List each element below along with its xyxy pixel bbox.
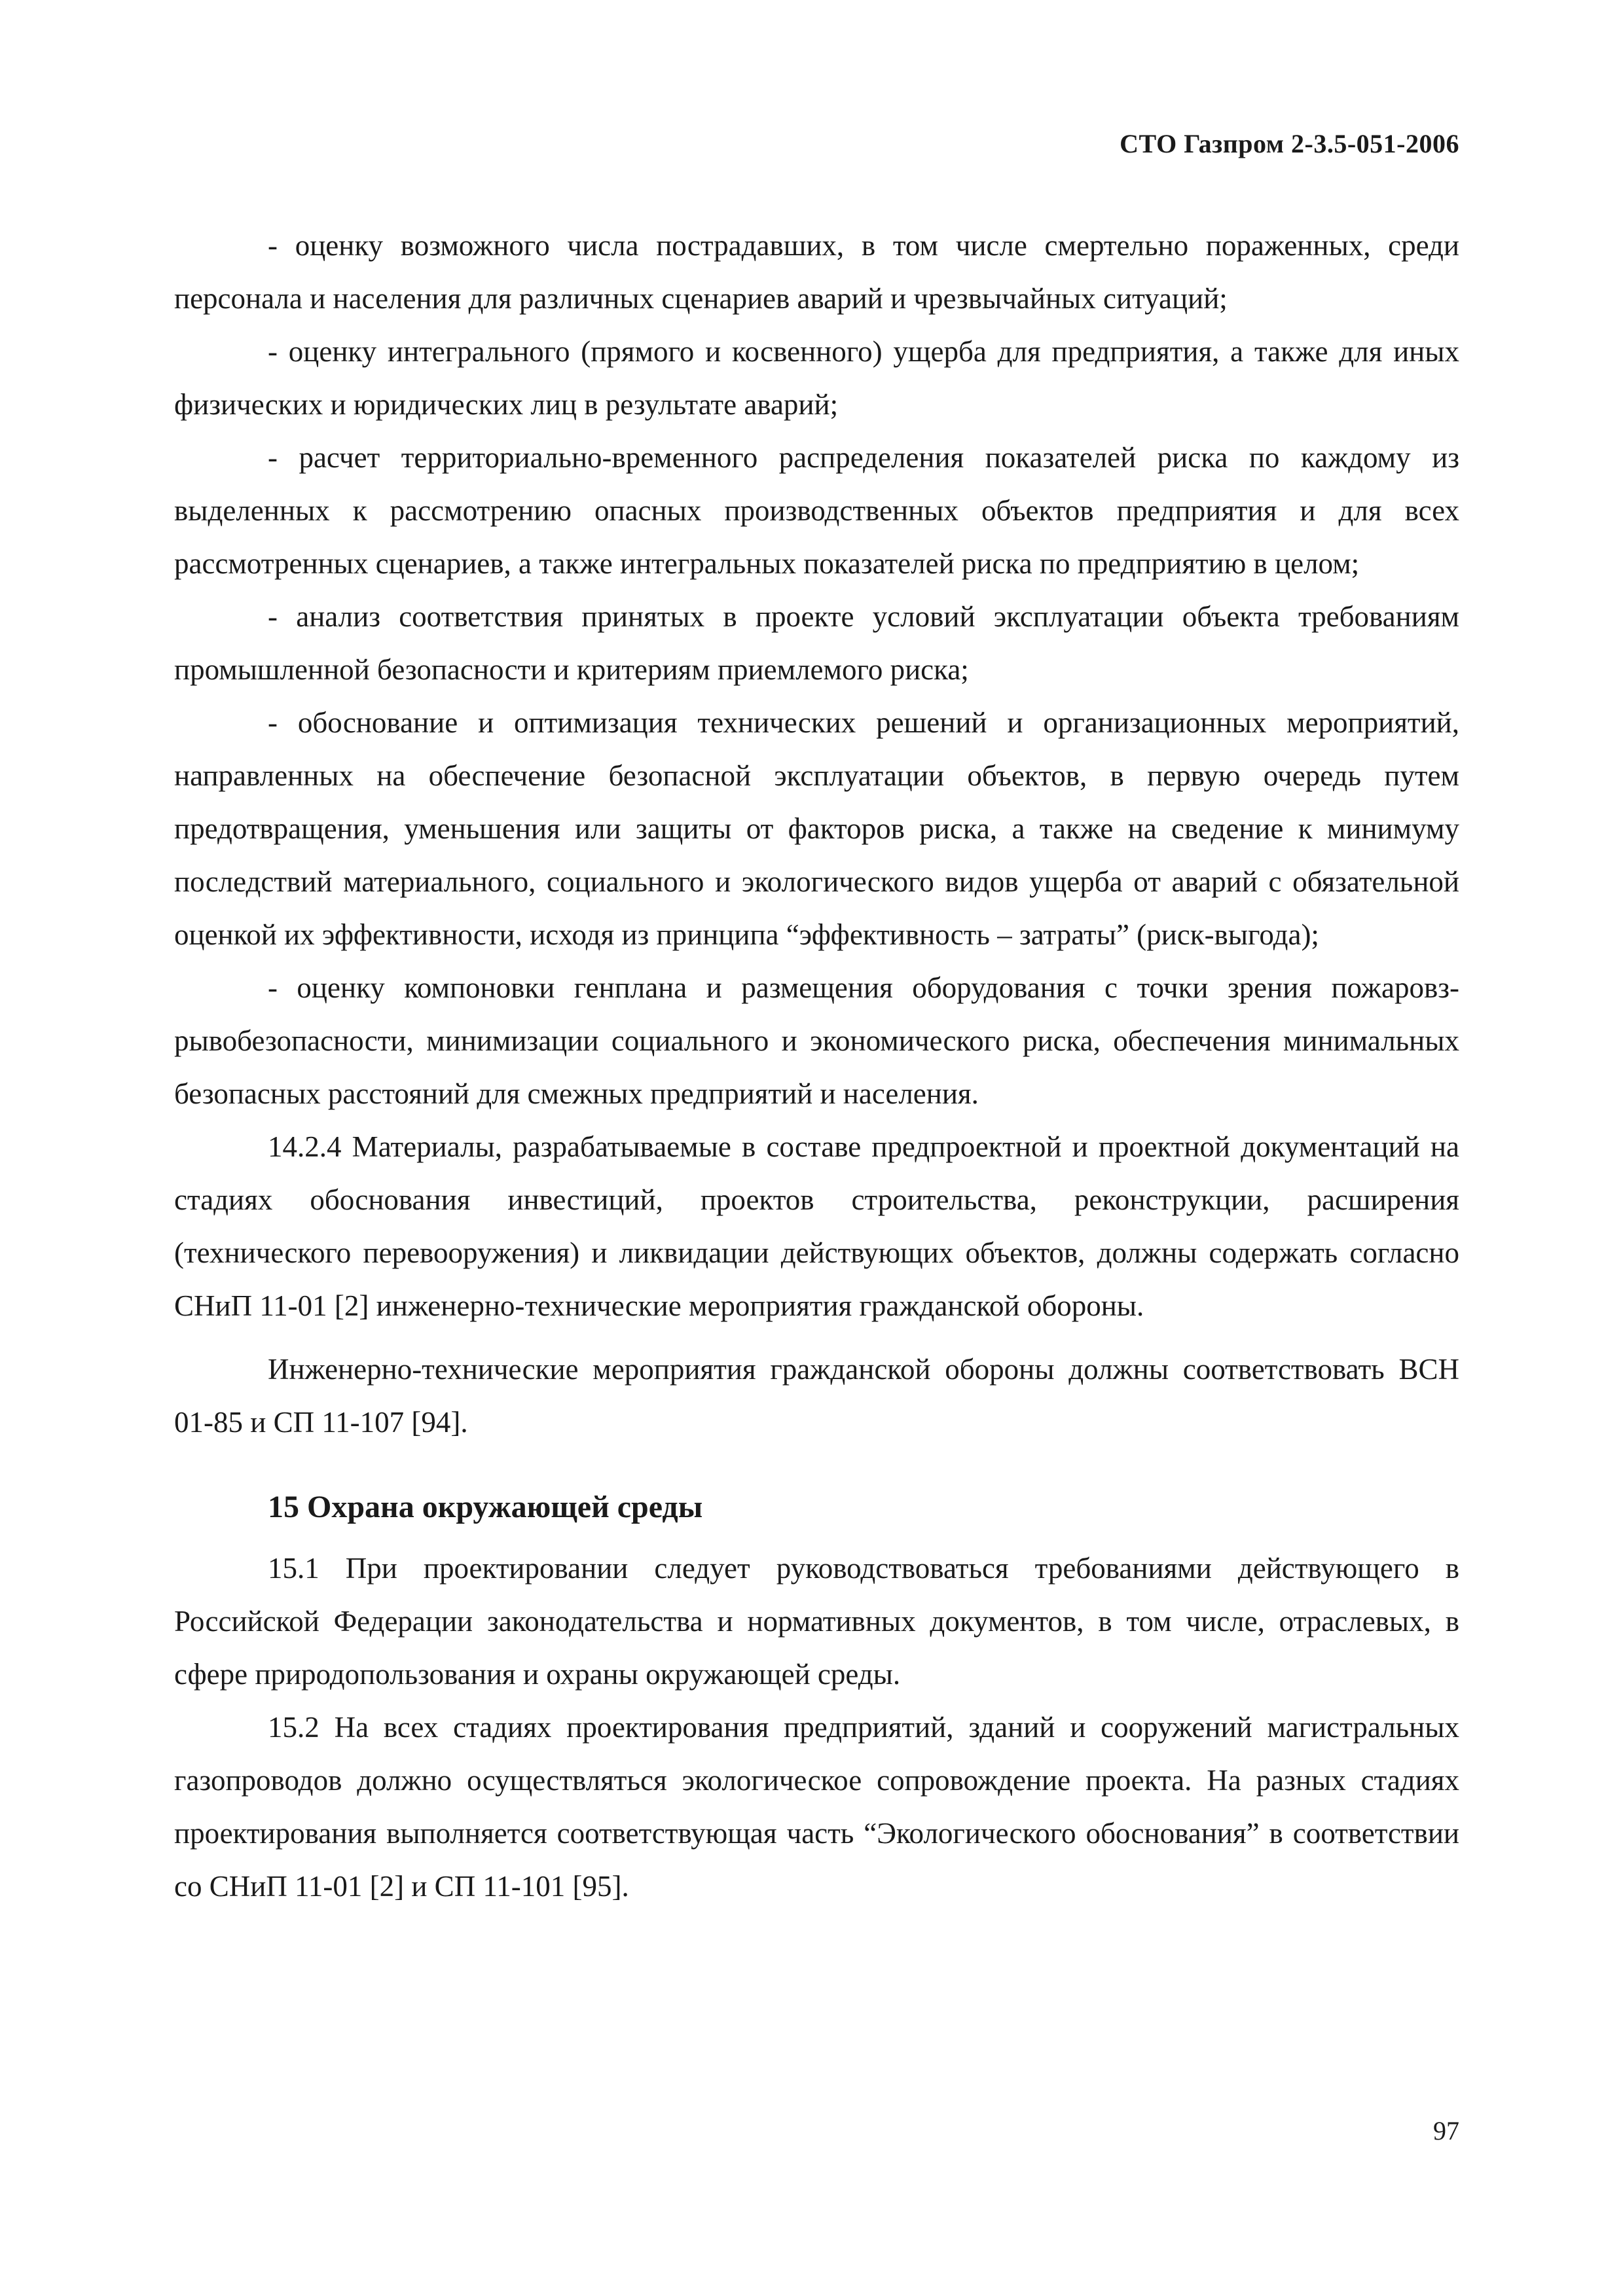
paragraph-victims-estimate: - оценку возможного числа пострадавших, в том числе смертельно пораженных, среди персонала и населения для различных сценариев аварий и чрезвычайных ситуаций;	[174, 229, 1459, 315]
paragraph-layout-assessment: - оценку компоновки генплана и размещения оборудования с точки зрения пожаровзрывобезопасности, минимизации социального и экономического риска, обеспечения минимальных безопасных расстояний для смежных предприятий и населения.	[174, 971, 1459, 1110]
paragraph-civil-defense: Инженерно-технические мероприятия гражданской обороны должны соответствовать ВСН 01-85 и СП 11-107 [94].	[174, 1353, 1459, 1439]
paragraph-14-2-4: 14.2.4 Материалы, разрабатываемые в составе предпроектной и проектной документаций на стадиях обоснования инвестиций, проектов строительства, реконструкции, расширения (технического перевооружения) и ликвидации действующих объектов, должны содержать согласно СНиП 11-01 [2] инженерно-технические мероприятия гражданской обороны.	[174, 1130, 1459, 1322]
paragraph-risk-distribution: - расчет территориально-временного распределения показателей риска по каждому из выделенных к рассмотрению опасных производственных объектов предприятия и для всех рассмотренных сценариев, а также интегральных показателей риска по предприятию в целом;	[174, 441, 1459, 580]
paragraph-integral-damage: - оценку интегрального (прямого и косвенного) ущерба для предприятия, а также для иных физических и юридических лиц в результате аварий;	[174, 335, 1459, 421]
paragraph-15-1: 15.1 При проектировании следует руководствоваться требованиями действующего в Российской Федерации законодательства и нормативных документов, в том числе, отраслевых, в сфере природопользования и охраны окружающей среды.	[174, 1552, 1459, 1691]
body-text	[174, 219, 1459, 1913]
page-number: 97	[1433, 2116, 1459, 2145]
paragraph-15-2: 15.2 На всех стадиях проектирования предприятий, зданий и сооружений магистральных газопроводов должно осуществляться экологическое сопровождение проекта. На разных стадиях проектирования выполняется соответствующая часть “Экологического обоснования” в соответствии со СНиП 11-01 [2] и СП 11-101 [95].	[174, 1711, 1459, 1903]
paragraph-optimization: - обоснование и оптимизация технических решений и организационных мероприятий, направленных на обеспечение безопасной эксплуатации объектов, в первую очередь путем предотвращения, уменьшения или защиты от факторов риска, а также на сведение к минимуму последствий материального, социального и экологического видов ущерба от аварий с обязательной оценкой их эффективности, исходя из принципа “эффективность – затраты” (риск-выгода);	[174, 706, 1459, 951]
document-code-header: СТО Газпром 2-3.5-051-2006	[1120, 129, 1459, 158]
section-heading-15: 15 Охрана окружающей среды	[268, 1490, 703, 1524]
paragraph-compliance-analysis: - анализ соответствия принятых в проекте условий эксплуатации объекта требованиям промышленной безопасности и критериям приемлемого риска;	[174, 600, 1459, 686]
